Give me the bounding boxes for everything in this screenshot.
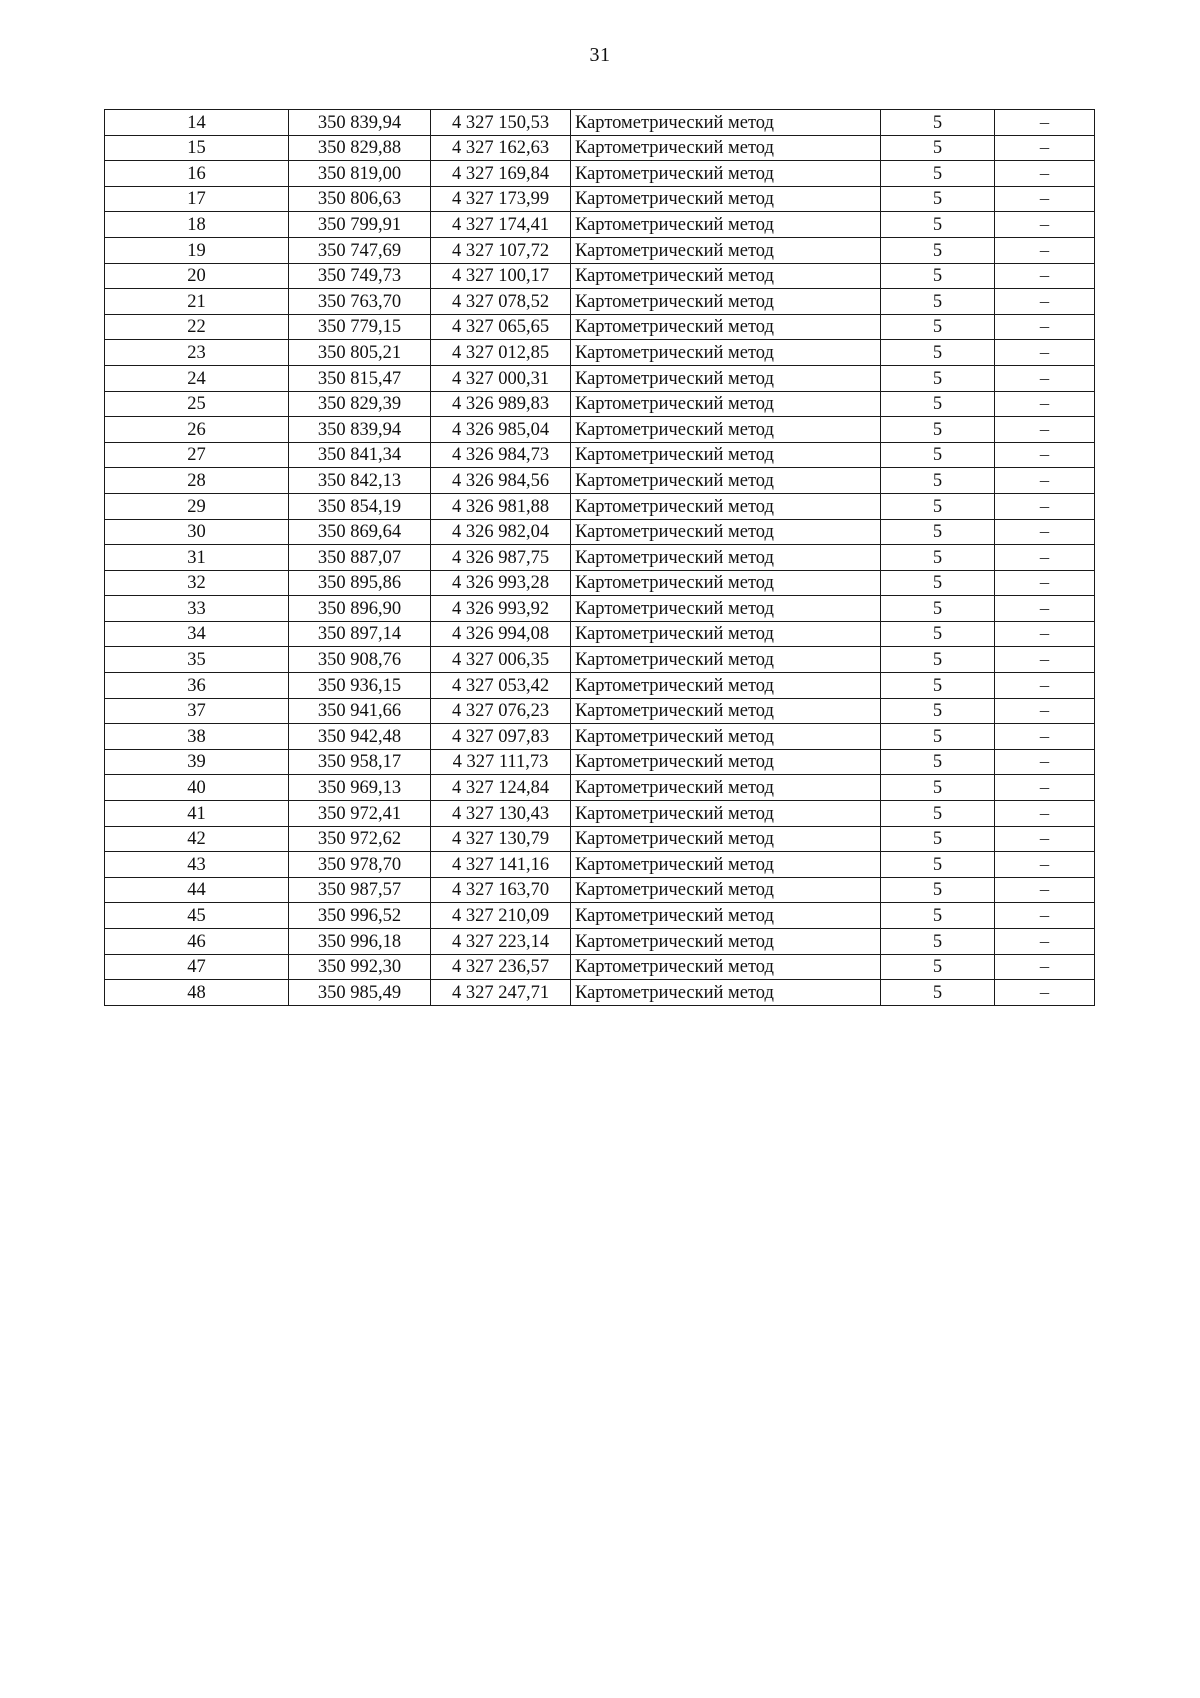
description-cell: – [995, 673, 1095, 699]
y-coordinate-cell: 4 327 078,52 [431, 289, 571, 315]
accuracy-cell: 5 [881, 263, 995, 289]
point-number-cell: 17 [105, 186, 289, 212]
y-coordinate-cell: 4 327 012,85 [431, 340, 571, 366]
y-coordinate-cell: 4 326 985,04 [431, 417, 571, 443]
accuracy-cell: 5 [881, 980, 995, 1006]
x-coordinate-cell: 350 829,39 [289, 391, 431, 417]
accuracy-cell: 5 [881, 647, 995, 673]
table-row [105, 775, 1095, 801]
x-coordinate-cell: 350 972,62 [289, 826, 431, 852]
point-number-cell: 28 [105, 468, 289, 494]
table-row [105, 698, 1095, 724]
accuracy-cell: 5 [881, 493, 995, 519]
x-coordinate-cell: 350 749,73 [289, 263, 431, 289]
x-coordinate-cell: 350 978,70 [289, 852, 431, 878]
table-row [105, 621, 1095, 647]
description-cell: – [995, 877, 1095, 903]
method-cell: Картометрический метод [571, 647, 881, 673]
accuracy-cell: 5 [881, 903, 995, 929]
description-cell: – [995, 110, 1095, 136]
description-cell: – [995, 365, 1095, 391]
accuracy-cell: 5 [881, 826, 995, 852]
y-coordinate-cell: 4 327 141,16 [431, 852, 571, 878]
method-cell: Картометрический метод [571, 442, 881, 468]
point-number-cell: 30 [105, 519, 289, 545]
y-coordinate-cell: 4 327 000,31 [431, 365, 571, 391]
accuracy-cell: 5 [881, 186, 995, 212]
x-coordinate-cell: 350 996,18 [289, 929, 431, 955]
point-number-cell: 41 [105, 801, 289, 827]
y-coordinate-cell: 4 327 236,57 [431, 954, 571, 980]
x-coordinate-cell: 350 763,70 [289, 289, 431, 315]
x-coordinate-cell: 350 936,15 [289, 673, 431, 699]
method-cell: Картометрический метод [571, 340, 881, 366]
y-coordinate-cell: 4 326 993,92 [431, 596, 571, 622]
table-row [105, 468, 1095, 494]
method-cell: Картометрический метод [571, 980, 881, 1006]
accuracy-cell: 5 [881, 391, 995, 417]
table-row [105, 263, 1095, 289]
point-number-cell: 37 [105, 698, 289, 724]
table-row [105, 314, 1095, 340]
table-row [105, 852, 1095, 878]
x-coordinate-cell: 350 819,00 [289, 161, 431, 187]
method-cell: Картометрический метод [571, 237, 881, 263]
accuracy-cell: 5 [881, 417, 995, 443]
point-number-cell: 40 [105, 775, 289, 801]
x-coordinate-cell: 350 985,49 [289, 980, 431, 1006]
x-coordinate-cell: 350 972,41 [289, 801, 431, 827]
accuracy-cell: 5 [881, 314, 995, 340]
y-coordinate-cell: 4 326 984,73 [431, 442, 571, 468]
x-coordinate-cell: 350 839,94 [289, 110, 431, 136]
method-cell: Картометрический метод [571, 314, 881, 340]
description-cell: – [995, 237, 1095, 263]
point-number-cell: 27 [105, 442, 289, 468]
point-number-cell: 25 [105, 391, 289, 417]
point-number-cell: 16 [105, 161, 289, 187]
method-cell: Картометрический метод [571, 724, 881, 750]
method-cell: Картометрический метод [571, 852, 881, 878]
accuracy-cell: 5 [881, 621, 995, 647]
x-coordinate-cell: 350 895,86 [289, 570, 431, 596]
table-row [105, 724, 1095, 750]
accuracy-cell: 5 [881, 749, 995, 775]
description-cell: – [995, 340, 1095, 366]
description-cell: – [995, 212, 1095, 238]
y-coordinate-cell: 4 326 982,04 [431, 519, 571, 545]
description-cell: – [995, 314, 1095, 340]
coordinates-table-body [105, 110, 1095, 1006]
table-row [105, 647, 1095, 673]
table-row [105, 519, 1095, 545]
x-coordinate-cell: 350 854,19 [289, 493, 431, 519]
description-cell: – [995, 493, 1095, 519]
x-coordinate-cell: 350 942,48 [289, 724, 431, 750]
point-number-cell: 43 [105, 852, 289, 878]
method-cell: Картометрический метод [571, 289, 881, 315]
table-row [105, 135, 1095, 161]
description-cell: – [995, 289, 1095, 315]
accuracy-cell: 5 [881, 289, 995, 315]
table-row [105, 365, 1095, 391]
method-cell: Картометрический метод [571, 621, 881, 647]
point-number-cell: 26 [105, 417, 289, 443]
y-coordinate-cell: 4 327 130,79 [431, 826, 571, 852]
y-coordinate-cell: 4 327 150,53 [431, 110, 571, 136]
description-cell: – [995, 391, 1095, 417]
x-coordinate-cell: 350 941,66 [289, 698, 431, 724]
y-coordinate-cell: 4 327 210,09 [431, 903, 571, 929]
y-coordinate-cell: 4 327 162,63 [431, 135, 571, 161]
description-cell: – [995, 775, 1095, 801]
method-cell: Картометрический метод [571, 596, 881, 622]
point-number-cell: 33 [105, 596, 289, 622]
method-cell: Картометрический метод [571, 903, 881, 929]
description-cell: – [995, 852, 1095, 878]
method-cell: Картометрический метод [571, 519, 881, 545]
point-number-cell: 44 [105, 877, 289, 903]
point-number-cell: 45 [105, 903, 289, 929]
description-cell: – [995, 801, 1095, 827]
description-cell: – [995, 468, 1095, 494]
x-coordinate-cell: 350 806,63 [289, 186, 431, 212]
y-coordinate-cell: 4 327 053,42 [431, 673, 571, 699]
table-row [105, 954, 1095, 980]
accuracy-cell: 5 [881, 519, 995, 545]
point-number-cell: 38 [105, 724, 289, 750]
table-row [105, 442, 1095, 468]
method-cell: Картометрический метод [571, 801, 881, 827]
description-cell: – [995, 621, 1095, 647]
y-coordinate-cell: 4 327 223,14 [431, 929, 571, 955]
x-coordinate-cell: 350 815,47 [289, 365, 431, 391]
method-cell: Картометрический метод [571, 365, 881, 391]
description-cell: – [995, 135, 1095, 161]
x-coordinate-cell: 350 842,13 [289, 468, 431, 494]
point-number-cell: 22 [105, 314, 289, 340]
y-coordinate-cell: 4 327 174,41 [431, 212, 571, 238]
description-cell: – [995, 417, 1095, 443]
method-cell: Картометрический метод [571, 186, 881, 212]
description-cell: – [995, 186, 1095, 212]
accuracy-cell: 5 [881, 698, 995, 724]
table-row [105, 340, 1095, 366]
x-coordinate-cell: 350 996,52 [289, 903, 431, 929]
method-cell: Картометрический метод [571, 212, 881, 238]
accuracy-cell: 5 [881, 596, 995, 622]
y-coordinate-cell: 4 326 981,88 [431, 493, 571, 519]
table-row [105, 391, 1095, 417]
accuracy-cell: 5 [881, 212, 995, 238]
point-number-cell: 35 [105, 647, 289, 673]
accuracy-cell: 5 [881, 340, 995, 366]
y-coordinate-cell: 4 327 111,73 [431, 749, 571, 775]
method-cell: Картометрический метод [571, 673, 881, 699]
description-cell: – [995, 442, 1095, 468]
y-coordinate-cell: 4 327 097,83 [431, 724, 571, 750]
method-cell: Картометрический метод [571, 263, 881, 289]
x-coordinate-cell: 350 829,88 [289, 135, 431, 161]
point-number-cell: 20 [105, 263, 289, 289]
method-cell: Картометрический метод [571, 954, 881, 980]
table-row [105, 903, 1095, 929]
x-coordinate-cell: 350 987,57 [289, 877, 431, 903]
accuracy-cell: 5 [881, 442, 995, 468]
accuracy-cell: 5 [881, 801, 995, 827]
y-coordinate-cell: 4 327 173,99 [431, 186, 571, 212]
description-cell: – [995, 263, 1095, 289]
x-coordinate-cell: 350 799,91 [289, 212, 431, 238]
y-coordinate-cell: 4 326 994,08 [431, 621, 571, 647]
table-row [105, 417, 1095, 443]
x-coordinate-cell: 350 805,21 [289, 340, 431, 366]
description-cell: – [995, 826, 1095, 852]
description-cell: – [995, 724, 1095, 750]
x-coordinate-cell: 350 887,07 [289, 545, 431, 571]
point-number-cell: 42 [105, 826, 289, 852]
y-coordinate-cell: 4 326 989,83 [431, 391, 571, 417]
y-coordinate-cell: 4 327 130,43 [431, 801, 571, 827]
page-number: 31 [589, 44, 611, 66]
description-cell: – [995, 929, 1095, 955]
coordinates-table [104, 109, 1095, 1006]
x-coordinate-cell: 350 839,94 [289, 417, 431, 443]
x-coordinate-cell: 350 747,69 [289, 237, 431, 263]
description-cell: – [995, 749, 1095, 775]
x-coordinate-cell: 350 958,17 [289, 749, 431, 775]
description-cell: – [995, 519, 1095, 545]
method-cell: Картометрический метод [571, 135, 881, 161]
point-number-cell: 19 [105, 237, 289, 263]
accuracy-cell: 5 [881, 673, 995, 699]
point-number-cell: 29 [105, 493, 289, 519]
method-cell: Картометрический метод [571, 929, 881, 955]
method-cell: Картометрический метод [571, 110, 881, 136]
method-cell: Картометрический метод [571, 826, 881, 852]
point-number-cell: 36 [105, 673, 289, 699]
accuracy-cell: 5 [881, 365, 995, 391]
table-row [105, 545, 1095, 571]
accuracy-cell: 5 [881, 929, 995, 955]
table-row [105, 212, 1095, 238]
accuracy-cell: 5 [881, 135, 995, 161]
point-number-cell: 48 [105, 980, 289, 1006]
accuracy-cell: 5 [881, 852, 995, 878]
table-row [105, 110, 1095, 136]
method-cell: Картометрический метод [571, 417, 881, 443]
x-coordinate-cell: 350 869,64 [289, 519, 431, 545]
x-coordinate-cell: 350 992,30 [289, 954, 431, 980]
table-row [105, 596, 1095, 622]
y-coordinate-cell: 4 327 065,65 [431, 314, 571, 340]
method-cell: Картометрический метод [571, 468, 881, 494]
point-number-cell: 15 [105, 135, 289, 161]
accuracy-cell: 5 [881, 110, 995, 136]
accuracy-cell: 5 [881, 468, 995, 494]
x-coordinate-cell: 350 969,13 [289, 775, 431, 801]
table-row [105, 161, 1095, 187]
description-cell: – [995, 954, 1095, 980]
y-coordinate-cell: 4 326 993,28 [431, 570, 571, 596]
y-coordinate-cell: 4 327 247,71 [431, 980, 571, 1006]
y-coordinate-cell: 4 327 124,84 [431, 775, 571, 801]
method-cell: Картометрический метод [571, 161, 881, 187]
description-cell: – [995, 980, 1095, 1006]
method-cell: Картометрический метод [571, 570, 881, 596]
method-cell: Картометрический метод [571, 493, 881, 519]
point-number-cell: 31 [105, 545, 289, 571]
x-coordinate-cell: 350 779,15 [289, 314, 431, 340]
accuracy-cell: 5 [881, 724, 995, 750]
table-row [105, 673, 1095, 699]
point-number-cell: 23 [105, 340, 289, 366]
x-coordinate-cell: 350 908,76 [289, 647, 431, 673]
method-cell: Картометрический метод [571, 698, 881, 724]
accuracy-cell: 5 [881, 954, 995, 980]
table-row [105, 801, 1095, 827]
description-cell: – [995, 647, 1095, 673]
method-cell: Картометрический метод [571, 391, 881, 417]
accuracy-cell: 5 [881, 570, 995, 596]
accuracy-cell: 5 [881, 545, 995, 571]
y-coordinate-cell: 4 326 987,75 [431, 545, 571, 571]
table-row [105, 186, 1095, 212]
description-cell: – [995, 903, 1095, 929]
point-number-cell: 47 [105, 954, 289, 980]
table-row [105, 929, 1095, 955]
point-number-cell: 18 [105, 212, 289, 238]
y-coordinate-cell: 4 327 076,23 [431, 698, 571, 724]
x-coordinate-cell: 350 841,34 [289, 442, 431, 468]
method-cell: Картометрический метод [571, 775, 881, 801]
table-row [105, 289, 1095, 315]
point-number-cell: 24 [105, 365, 289, 391]
y-coordinate-cell: 4 327 100,17 [431, 263, 571, 289]
table-row [105, 749, 1095, 775]
y-coordinate-cell: 4 327 169,84 [431, 161, 571, 187]
table-row [105, 237, 1095, 263]
description-cell: – [995, 596, 1095, 622]
method-cell: Картометрический метод [571, 877, 881, 903]
method-cell: Картометрический метод [571, 545, 881, 571]
table-row [105, 980, 1095, 1006]
point-number-cell: 21 [105, 289, 289, 315]
accuracy-cell: 5 [881, 237, 995, 263]
y-coordinate-cell: 4 327 006,35 [431, 647, 571, 673]
x-coordinate-cell: 350 896,90 [289, 596, 431, 622]
table-row [105, 877, 1095, 903]
table-row [105, 493, 1095, 519]
point-number-cell: 34 [105, 621, 289, 647]
point-number-cell: 46 [105, 929, 289, 955]
point-number-cell: 39 [105, 749, 289, 775]
x-coordinate-cell: 350 897,14 [289, 621, 431, 647]
description-cell: – [995, 545, 1095, 571]
method-cell: Картометрический метод [571, 749, 881, 775]
accuracy-cell: 5 [881, 161, 995, 187]
y-coordinate-cell: 4 327 163,70 [431, 877, 571, 903]
y-coordinate-cell: 4 327 107,72 [431, 237, 571, 263]
y-coordinate-cell: 4 326 984,56 [431, 468, 571, 494]
table-row [105, 826, 1095, 852]
description-cell: – [995, 698, 1095, 724]
point-number-cell: 14 [105, 110, 289, 136]
description-cell: – [995, 570, 1095, 596]
accuracy-cell: 5 [881, 877, 995, 903]
point-number-cell: 32 [105, 570, 289, 596]
accuracy-cell: 5 [881, 775, 995, 801]
table-row [105, 570, 1095, 596]
description-cell: – [995, 161, 1095, 187]
